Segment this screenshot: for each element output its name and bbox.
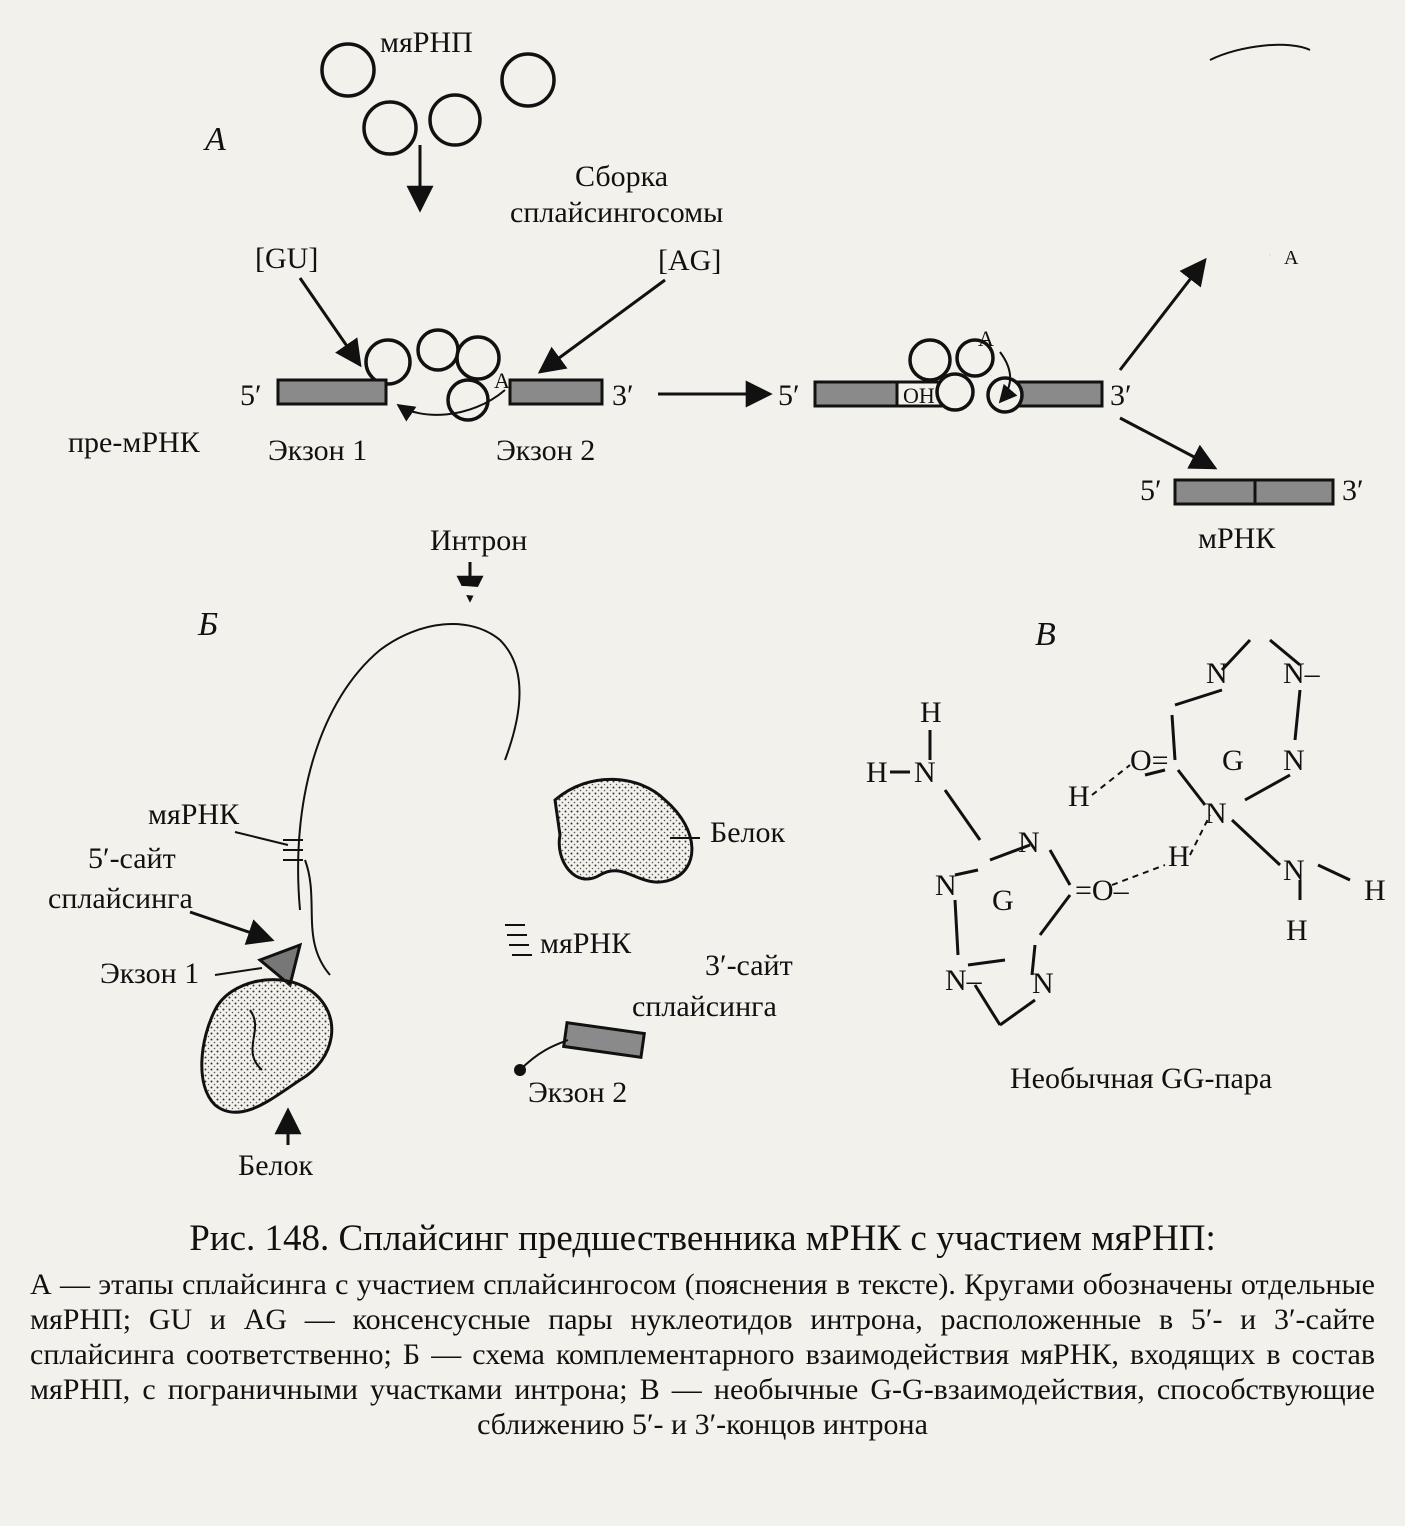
atom-h: H	[1168, 840, 1190, 873]
snrnp-circle	[366, 340, 410, 384]
five-site-line1: 5′-сайт	[88, 842, 176, 875]
base-pair-ticks	[283, 840, 532, 955]
atom-n: N	[1205, 797, 1227, 830]
three-site-line1: 3′-сайт	[705, 949, 793, 982]
atom-g: G	[992, 884, 1014, 917]
protein-left	[202, 980, 332, 1113]
atom-h: H	[1286, 914, 1308, 947]
bond	[955, 900, 958, 955]
intron-label: Интрон	[430, 524, 528, 557]
bond	[1050, 850, 1070, 885]
panel-v-letter: В	[1035, 616, 1056, 653]
exon1-leader	[215, 968, 262, 975]
assembly-label-line2: сплайсингосомы	[510, 196, 724, 229]
free-snrnp-circles	[322, 44, 554, 154]
exon2-bar-b	[564, 1023, 645, 1058]
step-arrow-mrna	[1120, 418, 1215, 468]
atom-h: H	[920, 696, 942, 729]
snrna-label-mid: мяРНК	[540, 927, 632, 960]
gu-label: [GU]	[255, 242, 319, 275]
panel-a	[68, 26, 1371, 555]
five-site-line2: сплайсинга	[48, 882, 193, 915]
atom-n-dash: N–	[1283, 657, 1320, 690]
atom-n: N	[1032, 967, 1054, 1000]
bond	[955, 870, 978, 875]
snrnp-circle	[937, 374, 973, 410]
h-bond	[1092, 765, 1130, 795]
intermediate-exon2	[1010, 382, 1102, 406]
oh-label: OH	[903, 383, 935, 408]
protein-right	[555, 779, 692, 882]
atom-eq-o-dash: =O–	[1075, 874, 1129, 907]
exon1-label-a: Экзон 1	[268, 434, 368, 467]
exon2-label-b: Экзон 2	[528, 1076, 628, 1109]
bond	[1175, 690, 1222, 705]
mrna-exon1	[1175, 480, 1255, 504]
snrna-top-leader	[235, 832, 288, 845]
five-prime-mrna: 5′	[1140, 474, 1162, 507]
three-prime-mrna: 3′	[1342, 474, 1364, 507]
snrnp-circle	[502, 54, 554, 106]
bond	[1232, 820, 1280, 865]
snrnp-circle	[910, 340, 950, 380]
snrna-strand	[298, 624, 519, 910]
atom-o-eq: O=	[1130, 744, 1169, 777]
protein-bottom-label: Белок	[238, 1149, 314, 1182]
atom-n: N	[935, 869, 957, 902]
bond	[945, 790, 980, 840]
atom-h: H	[1364, 874, 1386, 907]
intermediate-exon1	[815, 382, 897, 406]
branch-a-mark: A	[494, 368, 510, 393]
step-arrow-lariat	[1120, 260, 1205, 370]
snrnp-circle	[418, 330, 458, 370]
lariat-a-mark: A	[1284, 247, 1299, 269]
panel-a-letter: А	[205, 121, 226, 158]
snrnp-label: мяРНП	[380, 26, 473, 59]
panel-b	[48, 524, 793, 1182]
snrnp-circle	[322, 44, 374, 96]
assembly-label-line1: Сборка	[575, 160, 669, 193]
atom-h: H	[866, 756, 888, 789]
atom-n-dash: N–	[945, 964, 982, 997]
bond	[1178, 770, 1205, 805]
snrnp-circle	[364, 102, 416, 154]
figure-caption	[30, 1218, 1375, 1442]
atom-n: N	[1283, 744, 1305, 777]
bond	[1245, 775, 1290, 800]
exon2-bar	[510, 380, 602, 404]
three-site-line2: сплайсинга	[632, 990, 777, 1023]
gg-pair-label: Необычная GG-пара	[1010, 1062, 1273, 1095]
panel-b-letter: Б	[198, 606, 219, 643]
three-prime-a: 3′	[612, 379, 634, 412]
intron-tube-inner	[268, 590, 587, 1045]
mrna-label: мРНК	[1198, 522, 1276, 555]
bond	[1318, 865, 1350, 880]
intermediate-a-mark: A	[978, 326, 994, 351]
caption-body: А — этапы сплайсинга с участием сплайсингосом (пояснения в тексте). Кругами обозначены отдельные мяРНП; GU и AG — консенсусные пары нуклеотидов интрона, расположенные в 5′- и 3′-сайте сплайсинга соответственно; Б — схема комплементарного взаимодействия мяРНК, входящих в состав мяРНП, с пограничными участками интрона; В — необычные G-G-взаимодействия, способствующие сближению 5′- и 3′-концов интрона	[30, 1267, 1375, 1441]
five-prime-b: 5′	[778, 379, 800, 412]
three-prime-b: 3′	[1110, 379, 1132, 412]
snrnp-circle	[457, 337, 499, 379]
protein-right-label: Белок	[710, 816, 786, 849]
atom-n: N	[1206, 657, 1228, 690]
bond	[1040, 895, 1070, 935]
exon1-bar	[278, 380, 386, 404]
gu-arrow	[300, 278, 360, 365]
snrna-label-top: мяРНК	[148, 798, 240, 831]
bond	[1172, 715, 1175, 760]
five-prime-a: 5′	[240, 379, 262, 412]
exon2-label-a: Экзон 2	[496, 434, 596, 467]
atom-h: H	[1068, 780, 1090, 813]
atom-g: G	[1222, 744, 1244, 777]
atom-n: N	[1283, 854, 1305, 887]
bond	[1000, 1000, 1035, 1025]
atom-n: N	[914, 756, 936, 789]
five-site-arrow	[190, 912, 272, 940]
pre-mrna-label: пре-мРНК	[68, 426, 200, 459]
h-bond	[1190, 815, 1210, 855]
bond	[1295, 690, 1300, 740]
lariat-product-inner	[1224, 108, 1371, 262]
snrnp-circle	[430, 95, 480, 145]
hydrogen-bonds	[1092, 765, 1210, 885]
exon1-label-b: Экзон 1	[100, 957, 200, 990]
ag-label: [AG]	[658, 244, 722, 277]
atom-n: N	[1018, 826, 1040, 859]
mrna-exon2	[1255, 480, 1333, 504]
lariat-fragment	[1210, 45, 1310, 60]
snrna-tail	[305, 860, 330, 975]
panel-v	[866, 616, 1386, 1095]
caption-title: Рис. 148. Сплайсинг предшественника мРНК с участием мяРНП:	[189, 1218, 1216, 1259]
ag-arrow	[540, 280, 665, 372]
